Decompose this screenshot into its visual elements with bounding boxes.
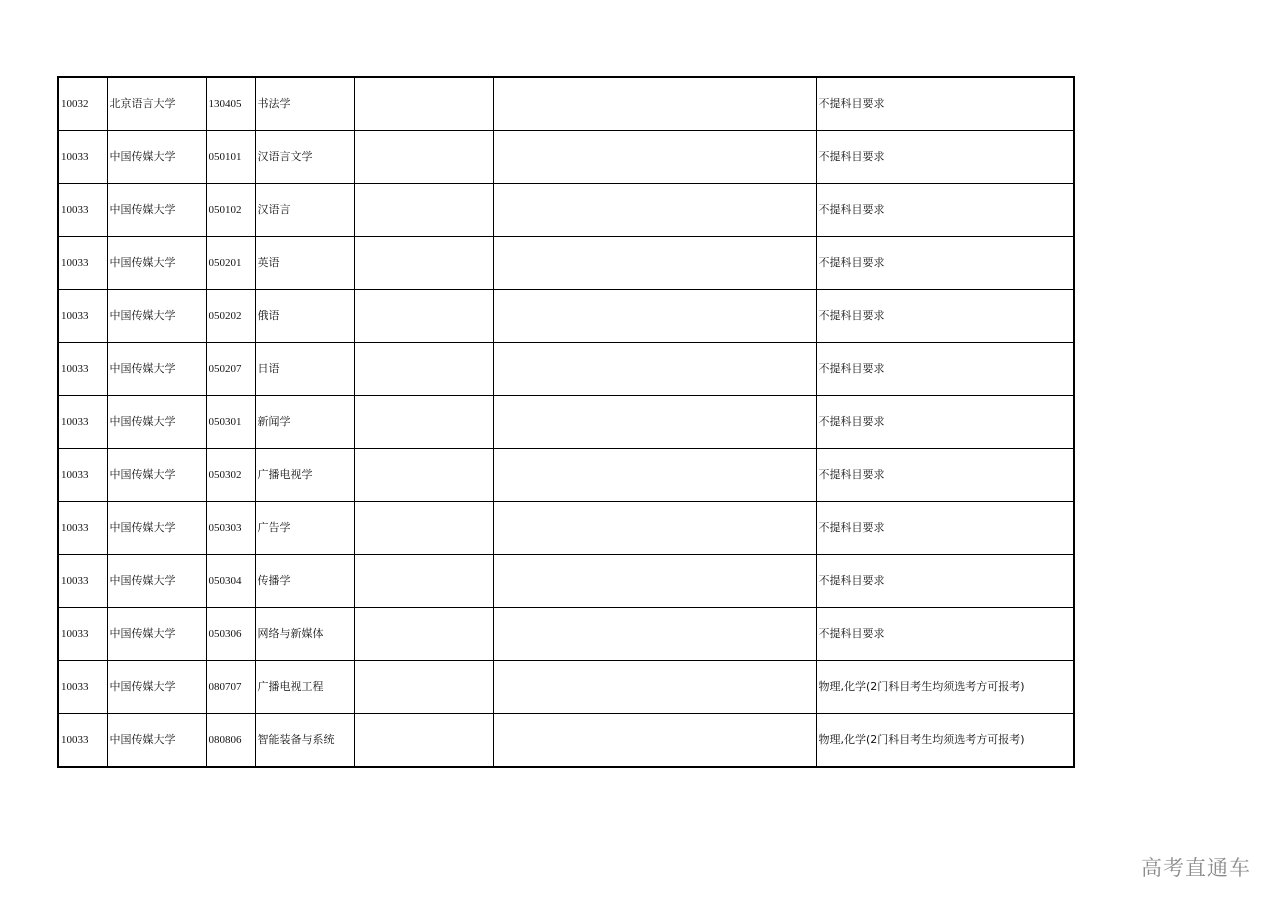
major-code-cell: 050207: [206, 343, 255, 396]
empty-cell: [493, 714, 816, 768]
major-code-cell: 050301: [206, 396, 255, 449]
school-name-cell: 中国传媒大学: [107, 237, 206, 290]
school-name-cell: 中国传媒大学: [107, 555, 206, 608]
major-code-cell: 050101: [206, 131, 255, 184]
empty-cell: [493, 661, 816, 714]
major-name-cell: 广播电视学: [255, 449, 354, 502]
empty-cell: [493, 396, 816, 449]
table-row: [58, 290, 1074, 343]
school-name-cell: 中国传媒大学: [107, 608, 206, 661]
subject-requirement-cell: 物理,化学(2门科目考生均须选考方可报考): [816, 661, 1074, 714]
subject-requirement-cell: 不提科目要求: [816, 343, 1074, 396]
empty-cell: [354, 396, 493, 449]
empty-cell: [354, 449, 493, 502]
school-code-cell: 10033: [58, 661, 107, 714]
major-code-cell: 130405: [206, 77, 255, 131]
table-row: [58, 608, 1074, 661]
school-name-cell: 中国传媒大学: [107, 184, 206, 237]
empty-cell: [354, 237, 493, 290]
empty-cell: [354, 77, 493, 131]
school-name-cell: 中国传媒大学: [107, 502, 206, 555]
table-row: [58, 396, 1074, 449]
school-code-cell: 10033: [58, 184, 107, 237]
school-code-cell: 10032: [58, 77, 107, 131]
table-row: [58, 714, 1074, 768]
subject-requirement-cell: 不提科目要求: [816, 131, 1074, 184]
empty-cell: [493, 343, 816, 396]
empty-cell: [493, 184, 816, 237]
table-row: [58, 661, 1074, 714]
major-name-cell: 网络与新媒体: [255, 608, 354, 661]
subject-requirement-cell: 不提科目要求: [816, 290, 1074, 343]
subject-requirement-cell: 不提科目要求: [816, 184, 1074, 237]
major-name-cell: 汉语言文学: [255, 131, 354, 184]
major-code-cell: 050306: [206, 608, 255, 661]
table-row: [58, 555, 1074, 608]
empty-cell: [493, 502, 816, 555]
school-code-cell: 10033: [58, 131, 107, 184]
empty-cell: [493, 237, 816, 290]
major-name-cell: 广播电视工程: [255, 661, 354, 714]
subject-requirements-table: [57, 76, 1075, 768]
major-code-cell: 050201: [206, 237, 255, 290]
major-name-cell: 汉语言: [255, 184, 354, 237]
school-name-cell: 中国传媒大学: [107, 449, 206, 502]
empty-cell: [493, 290, 816, 343]
empty-cell: [354, 661, 493, 714]
table-row: [58, 184, 1074, 237]
table-row: [58, 77, 1074, 131]
empty-cell: [354, 555, 493, 608]
school-name-cell: 中国传媒大学: [107, 131, 206, 184]
subject-requirement-cell: 不提科目要求: [816, 396, 1074, 449]
empty-cell: [354, 343, 493, 396]
empty-cell: [354, 714, 493, 768]
table-row: [58, 131, 1074, 184]
school-name-cell: 中国传媒大学: [107, 290, 206, 343]
subject-requirement-cell: 不提科目要求: [816, 237, 1074, 290]
school-code-cell: 10033: [58, 502, 107, 555]
major-name-cell: 俄语: [255, 290, 354, 343]
major-code-cell: 080707: [206, 661, 255, 714]
empty-cell: [354, 290, 493, 343]
subject-requirement-cell: 物理,化学(2门科目考生均须选考方可报考): [816, 714, 1074, 768]
watermark-text: 高考直通车: [1141, 856, 1251, 880]
major-code-cell: 050303: [206, 502, 255, 555]
empty-cell: [354, 502, 493, 555]
school-code-cell: 10033: [58, 608, 107, 661]
empty-cell: [493, 608, 816, 661]
empty-cell: [493, 131, 816, 184]
major-name-cell: 广告学: [255, 502, 354, 555]
school-name-cell: 中国传媒大学: [107, 661, 206, 714]
major-name-cell: 新闻学: [255, 396, 354, 449]
major-code-cell: 050304: [206, 555, 255, 608]
school-name-cell: 中国传媒大学: [107, 343, 206, 396]
school-name-cell: 中国传媒大学: [107, 396, 206, 449]
table-row: [58, 343, 1074, 396]
major-name-cell: 智能装备与系统: [255, 714, 354, 768]
major-name-cell: 日语: [255, 343, 354, 396]
school-code-cell: 10033: [58, 714, 107, 768]
table-row: [58, 502, 1074, 555]
subject-requirement-cell: 不提科目要求: [816, 555, 1074, 608]
subject-requirement-cell: 不提科目要求: [816, 77, 1074, 131]
school-name-cell: 北京语言大学: [107, 77, 206, 131]
empty-cell: [493, 449, 816, 502]
subject-requirement-cell: 不提科目要求: [816, 502, 1074, 555]
major-code-cell: 080806: [206, 714, 255, 768]
school-code-cell: 10033: [58, 343, 107, 396]
school-code-cell: 10033: [58, 237, 107, 290]
empty-cell: [493, 555, 816, 608]
major-code-cell: 050302: [206, 449, 255, 502]
subject-requirement-cell: 不提科目要求: [816, 608, 1074, 661]
empty-cell: [354, 184, 493, 237]
major-code-cell: 050202: [206, 290, 255, 343]
school-code-cell: 10033: [58, 396, 107, 449]
major-name-cell: 书法学: [255, 77, 354, 131]
major-name-cell: 传播学: [255, 555, 354, 608]
major-name-cell: 英语: [255, 237, 354, 290]
subject-requirement-cell: 不提科目要求: [816, 449, 1074, 502]
school-code-cell: 10033: [58, 290, 107, 343]
empty-cell: [354, 131, 493, 184]
empty-cell: [493, 77, 816, 131]
table-body: [58, 77, 1074, 767]
empty-cell: [354, 608, 493, 661]
table-row: [58, 237, 1074, 290]
school-code-cell: 10033: [58, 555, 107, 608]
major-code-cell: 050102: [206, 184, 255, 237]
school-code-cell: 10033: [58, 449, 107, 502]
school-name-cell: 中国传媒大学: [107, 714, 206, 768]
table-row: [58, 449, 1074, 502]
